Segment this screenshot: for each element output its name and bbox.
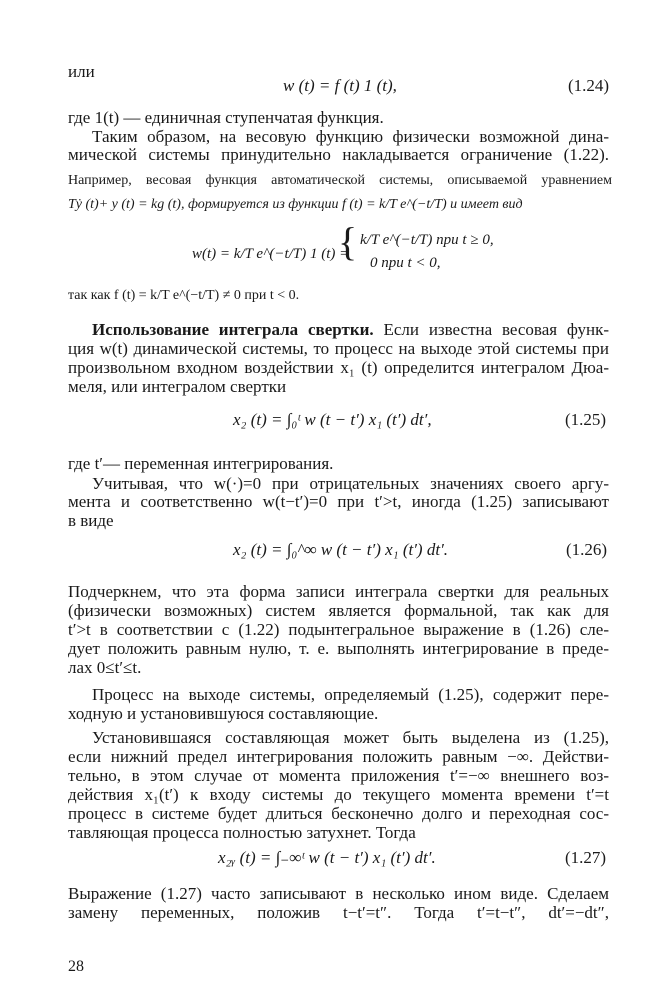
- equation-body: w (t) = f (t) 1 (t),: [283, 76, 397, 95]
- equation-case-row: k/T e^(−t/T) при t ≥ 0,: [360, 232, 494, 248]
- text-line: Таким образом, на весовую функцию физически возможной дина-: [92, 127, 609, 146]
- text-line: дует положить равным нулю, т. е. выполнять интегрирование в преде-: [68, 639, 609, 658]
- text-line: или: [68, 62, 95, 81]
- text-line: Установившаяся составляющая может быть выделена из (1.25),: [92, 728, 609, 747]
- equation-body: x₂ (t) = ∫₀ᵗ w (t − t′) x₁ (t′) dt′,: [233, 410, 432, 429]
- equation-1-24: [283, 76, 397, 96]
- text-line: процесс в системе будет длиться бесконечно долго и переходная сос-: [68, 804, 609, 823]
- text-line: Подчеркнем, что эта форма записи интеграла свертки для реальных: [68, 582, 609, 601]
- page-number: 28: [68, 958, 84, 975]
- equation-body: x₂ᵧ (t) = ∫₋∞ᵗ w (t − t′) x₁ (t′) dt′.: [218, 848, 436, 867]
- equation-1-25: [233, 410, 432, 430]
- equation-1-26: [233, 540, 448, 560]
- text-line: произвольном входном воздействии x₁ (t) определится интегралом Дюа-: [68, 358, 609, 377]
- text-line: действия x₁(t′) к входу системы до текущего момента времени t′=t: [68, 785, 609, 804]
- text-line: Процесс на выходе системы, определяемый (1.25), содержит пере-: [92, 685, 609, 704]
- text-line: тельно, в этом случае от момента приложения t′=−∞ внешнего воз-: [68, 766, 609, 785]
- text-line: ходную и установившуюся составляющие.: [68, 704, 379, 723]
- equation-body: x₂ (t) = ∫₀^∞ w (t − t′) x₁ (t′) dt′.: [233, 540, 449, 559]
- equation-case-row: 0 при t < 0,: [370, 255, 441, 271]
- text-line: где t′— переменная интегрирования.: [68, 454, 334, 473]
- text-line: замену переменных, положив t−t′=t″. Тогда t′=t−t″, dt′=−dt″,: [68, 903, 609, 922]
- equation-lhs: w(t) = k/T e^(−t/T) 1 (t) =: [192, 246, 350, 262]
- equation-number: (1.25): [565, 410, 607, 429]
- brace-icon: {: [338, 219, 358, 264]
- equation-number: (1.26): [566, 540, 608, 559]
- paragraph-first-line: [92, 320, 609, 340]
- section-heading: Использование интеграла свертки.: [92, 320, 374, 339]
- text-line: t′>t в соответствии с (1.22) подынтегральное выражение в (1.26) сле-: [68, 620, 609, 639]
- text-line: где 1(t) — единичная ступенчатая функция.: [68, 108, 384, 127]
- small-text-line: Tẏ (t)+ y (t) = kg (t), формируется из функции f (t) = k/T e^(−t/T) и имеет вид: [68, 197, 523, 212]
- text-line: Учитывая, что w(·)=0 при отрицательных значениях своего аргу-: [92, 474, 609, 493]
- equation-piecewise: [192, 246, 349, 263]
- text-line: мической системы принудительно накладывается ограничение (1.22).: [68, 145, 609, 164]
- text-line: в виде: [68, 511, 114, 530]
- text-line: лах 0≤t′≤t.: [68, 658, 142, 677]
- text-line: если нижний предел интегрирования положить равным −∞. Действи-: [68, 747, 609, 766]
- text-line: ция w(t) динамической системы, то процесс на выходе этой системы при: [68, 339, 609, 358]
- text-line: мента и соответственно w(t−t′)=0 при t′>t, иногда (1.25) записывают: [68, 492, 609, 511]
- text-span: Если известна весовая функ-: [373, 320, 609, 339]
- equation-number: (1.24): [568, 76, 610, 95]
- text-line: меля, или интегралом свертки: [68, 377, 287, 396]
- text-line: Выражение (1.27) часто записывают в несколько ином виде. Сделаем: [68, 884, 609, 903]
- small-text-line: так как f (t) = k/T e^(−t/T) ≠ 0 при t < 0.: [68, 288, 300, 303]
- text-line: тавляющая процесса полностью затухнет. Тогда: [68, 823, 416, 842]
- equation-number: (1.27): [565, 848, 607, 867]
- small-text-line: Например, весовая функция автоматической системы, описываемой уравнением: [68, 173, 612, 188]
- text-line: (физически возможных) систем является формальной, так как для: [68, 601, 609, 620]
- equation-1-27: [218, 848, 436, 868]
